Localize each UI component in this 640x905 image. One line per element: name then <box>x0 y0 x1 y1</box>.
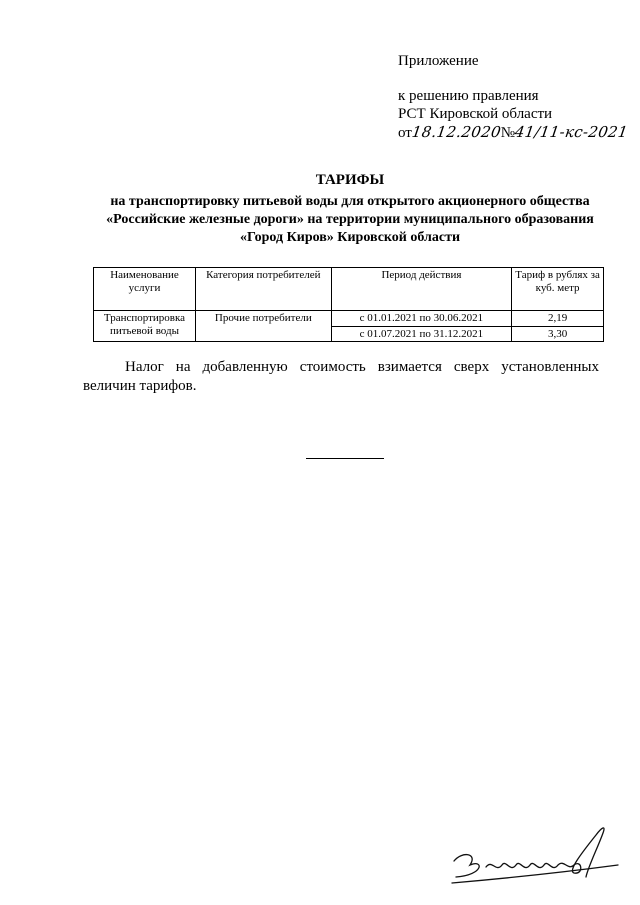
header-category: Категория потребителей <box>195 268 331 311</box>
document-title: ТАРИФЫ <box>315 172 385 188</box>
header-period: Период действия <box>331 268 512 311</box>
divider-line <box>306 458 384 459</box>
date-prefix: от <box>398 125 412 141</box>
header-tariff: Тариф в рублях за куб. метр <box>512 268 604 311</box>
cell-service: Транспортировка питьевой воды <box>94 311 196 342</box>
cell-period: с 01.07.2021 по 31.12.2021 <box>331 326 512 342</box>
cell-tariff: 2,19 <box>512 311 604 327</box>
appendix-label: Приложение <box>398 53 479 69</box>
appendix-authority: РСТ Кировской области <box>398 106 553 122</box>
header-service: Наименование услуги <box>94 268 196 311</box>
table-header-row <box>94 268 604 311</box>
signature-image <box>448 815 623 895</box>
tariff-table <box>93 267 604 342</box>
vat-note: Налог на добавленную стоимость взимается сверх установленных величин тарифов. <box>83 359 599 394</box>
cell-category: Прочие потребители <box>195 311 331 342</box>
handwritten-date: 18.12.2020 <box>410 123 503 141</box>
appendix-decision: к решению правления <box>398 88 539 104</box>
cell-period: с 01.01.2021 по 30.06.2021 <box>331 311 512 327</box>
cell-tariff: 3,30 <box>512 326 604 342</box>
handwritten-number: 41/11-кс-2021 <box>513 123 630 141</box>
document-subtitle: на транспортировку питьевой воды для открытого акционерного общества «Российские железные дороги» на территории муниципального образования «Город Киров» Кировской области <box>106 194 594 245</box>
number-prefix: № <box>500 125 516 141</box>
appendix-date-line <box>398 123 628 142</box>
appendix-block <box>398 52 628 142</box>
table-row <box>94 311 604 327</box>
